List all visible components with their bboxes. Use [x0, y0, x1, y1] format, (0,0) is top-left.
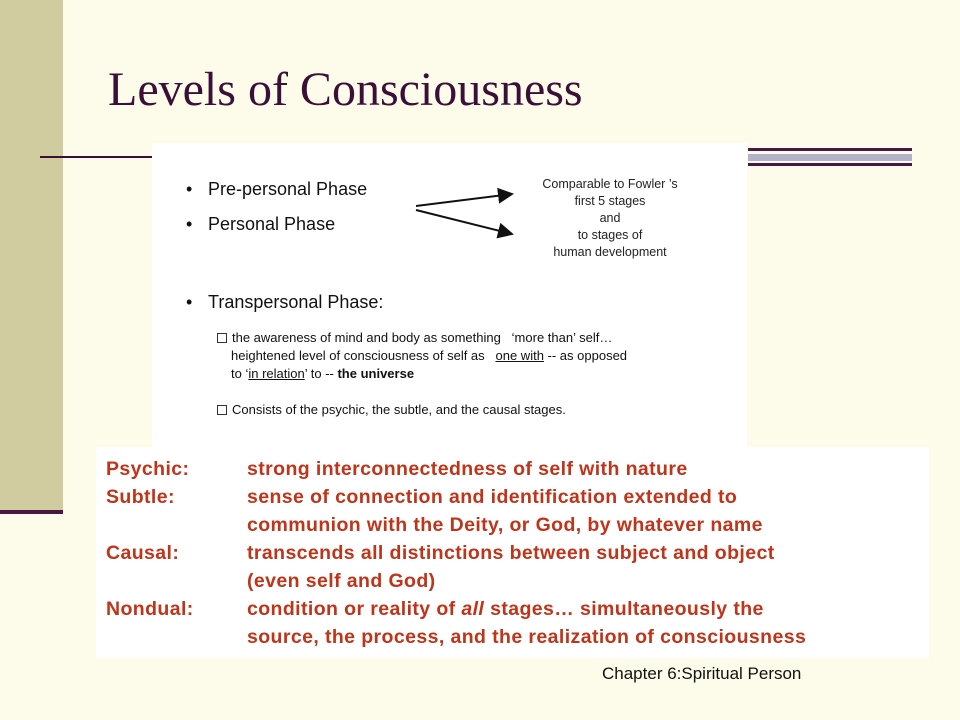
fowler-note-line: first 5 stages: [574, 194, 646, 208]
point-1-one-with: one with: [495, 348, 544, 363]
fowler-note-line: to stages of: [577, 228, 643, 242]
fowler-note-line: human development: [553, 245, 667, 259]
stage-description: source, the process, and the realization of consciousness: [247, 626, 807, 648]
point-2-text: Consists of the psychic, the subtle, and the causal stages.: [232, 402, 566, 417]
point-1-in-relation: in relation: [248, 366, 305, 381]
point-1-line-2c: -- as opposed: [543, 348, 628, 363]
checkbox-bullet-icon: [217, 405, 227, 415]
title-rule-right: [748, 148, 912, 168]
transpersonal-point-1: [217, 329, 627, 383]
stage-name: Subtle:: [106, 486, 175, 508]
fowler-note-line: and: [599, 211, 621, 225]
bullet-pre-personal-label: Pre-personal Phase: [208, 179, 368, 199]
point-1-line-2a: heightened level of consciousness of self as: [231, 348, 496, 363]
left-sidebar-accent-line: [0, 510, 63, 514]
stage-description: [247, 596, 764, 623]
stage-description: transcends all distinctions between subject and object: [247, 542, 775, 564]
bullet-transpersonal-label: Transpersonal Phase:: [208, 292, 384, 312]
nondual-desc-c: stages… simultaneously the: [484, 598, 764, 620]
stage-name: Nondual:: [106, 598, 194, 620]
slide-footer: Chapter 6:Spiritual Person: [602, 664, 802, 683]
slide-title: Levels of Consciousness: [108, 63, 583, 116]
bullet-personal-label: Personal Phase: [208, 214, 336, 234]
bullet-personal: • Personal Phase: [186, 214, 336, 234]
fowler-note-line: Comparable to Fowler ’s: [542, 177, 678, 191]
fowler-note: [520, 176, 700, 261]
point-1-the-universe: the universe: [337, 366, 415, 381]
stage-description: sense of connection and identification extended to: [247, 486, 738, 508]
title-rule-left: [40, 156, 160, 158]
stage-description: (even self and God): [247, 570, 436, 592]
transpersonal-point-2: [217, 401, 566, 419]
stage-description: communion with the Deity, or God, by whatever name: [247, 514, 763, 536]
stage-description: strong interconnectedness of self with nature: [247, 458, 688, 480]
bullet-pre-personal: • Pre-personal Phase: [186, 179, 368, 199]
point-1-line-3c: ’ to --: [304, 366, 338, 381]
stage-name: Causal:: [106, 542, 180, 564]
point-1-line-3a: to ‘: [231, 366, 249, 381]
nondual-desc-a: condition or reality of: [247, 598, 462, 620]
point-1-line-1: the awareness of mind and body as something ‘more than’ self…: [232, 330, 613, 345]
bullet-transpersonal: • Transpersonal Phase:: [186, 292, 384, 312]
checkbox-bullet-icon: [217, 333, 227, 343]
left-sidebar-decoration: [0, 0, 63, 512]
nondual-desc-all: all: [461, 598, 485, 620]
stage-name: Psychic:: [106, 458, 190, 480]
